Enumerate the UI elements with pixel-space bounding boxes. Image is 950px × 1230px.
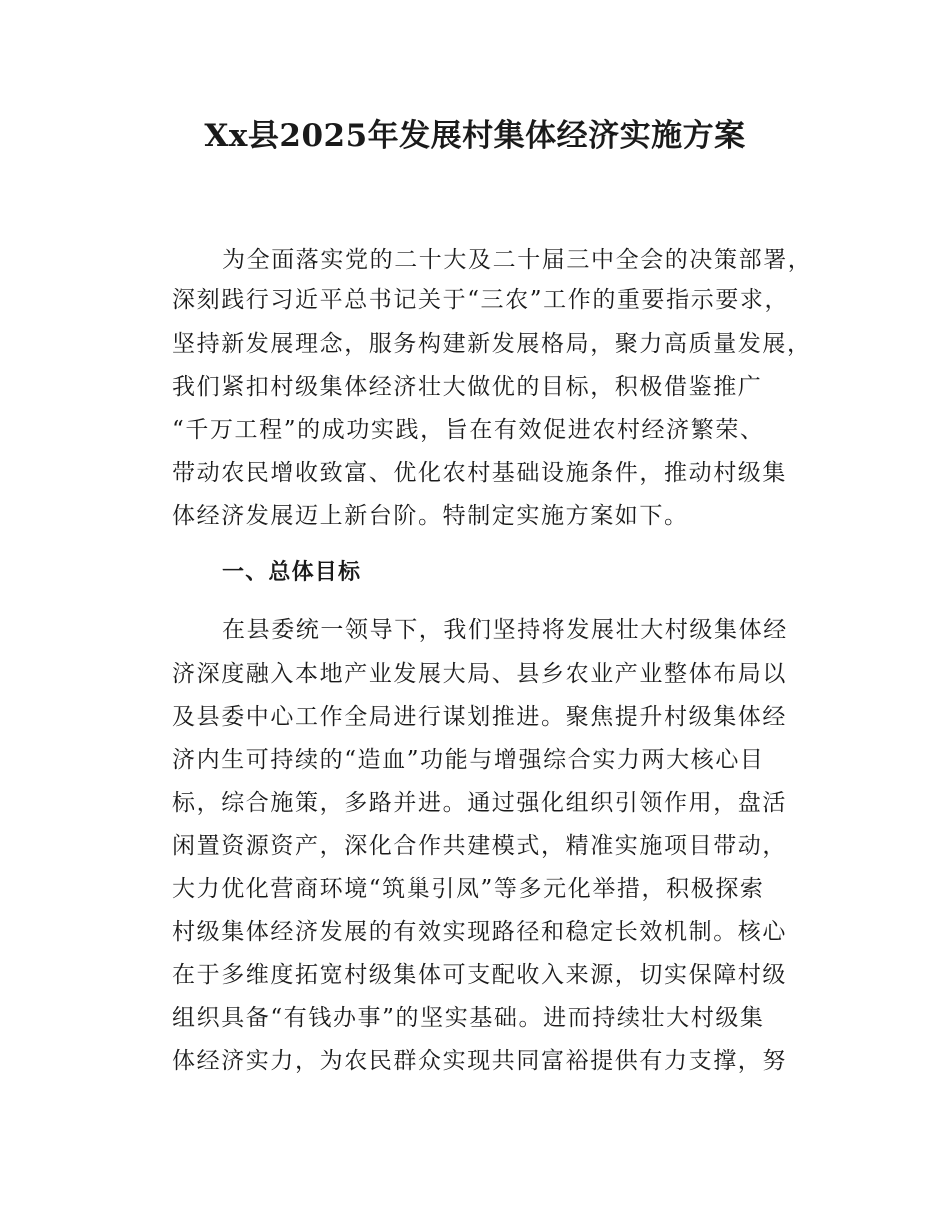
section-body-line: 济内生可持续的“造血”功能与增强综合实力两大核心目	[172, 747, 765, 773]
intro-line: 带动农民增收致富、优化农村基础设施条件，推动村级集	[172, 460, 787, 486]
section-body-line: 在县委统一领导下，我们坚持将发展壮大村级集体经	[222, 617, 788, 643]
intro-line: “千万工程”的成功实践，旨在有效促进农村经济繁荣、	[172, 417, 765, 443]
intro-line: 为全面落实党的二十大及二十届三中全会的决策部署，	[222, 247, 813, 273]
intro-line: 我们紧扣村级集体经济壮大做优的目标，积极借鉴推广	[172, 374, 763, 400]
section-body-line: 济深度融入本地产业发展大局、县乡农业产业整体布局以	[172, 661, 787, 687]
intro-line: 深刻践行习近平总书记关于“三农”工作的重要指示要求，	[172, 287, 790, 313]
intro-line: 坚持新发展理念，服务构建新发展格局，聚力高质量发展，	[172, 331, 812, 357]
section-body-line: 大力优化营商环境“筑巢引凤”等多元化举措，积极探索	[172, 876, 765, 902]
section-heading: 一、总体目标	[222, 560, 362, 585]
document-title: Xx县2025年发展村集体经济实施方案	[204, 118, 746, 154]
section-body-line: 体经济实力，为农民群众实现共同富裕提供有力支撑，努	[172, 1048, 787, 1074]
section-body-line: 及县委中心工作全局进行谋划推进。聚焦提升村级集体经	[172, 704, 787, 730]
section-body-line: 组织具备“有钱办事”的坚实基础。进而持续壮大村级集	[172, 1005, 765, 1031]
section-body-line: 闲置资源资产，深化合作共建模式，精准实施项目带动，	[172, 833, 787, 859]
section-body-line: 村级集体经济发展的有效实现路径和稳定长效机制。核心	[172, 919, 787, 945]
section-body-line: 在于多维度拓宽村级集体可支配收入来源，切实保障村级	[172, 962, 787, 988]
section-body-line: 标，综合施策，多路并进。通过强化组织引领作用，盘活	[172, 790, 787, 816]
intro-line: 体经济发展迈上新台阶。特制定实施方案如下。	[172, 503, 689, 529]
